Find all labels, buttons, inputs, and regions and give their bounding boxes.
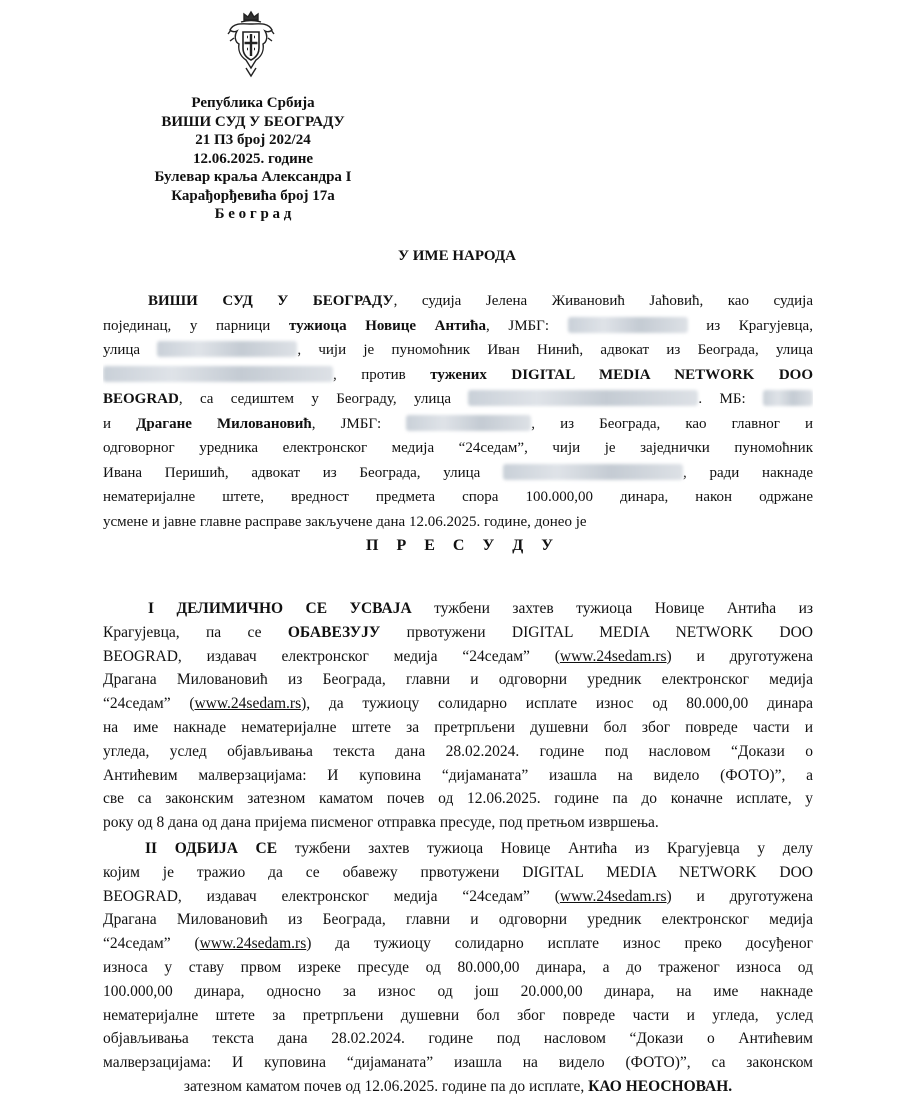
section2-text: ) да тужиоцу солидарно исплате износ преко досуђеног — [306, 935, 813, 953]
header-address-2: Карађорђевића број 17а — [171, 187, 335, 204]
intro-text: , против — [333, 366, 431, 383]
section1-heading: I ДЕЛИМИЧНО СЕ УСВАЈА — [148, 600, 412, 617]
section1-text: првотужени DIGITAL MEDIA NETWORK DOO — [380, 623, 813, 641]
section1-text: року од 8 дана од дана пријема писменог отправка пресуде, под претњом извршења. — [103, 814, 659, 832]
section1-text: Антићевим малверзацијама: И куповина “дијаманата” изашла на видело (ФОТО)”, а — [103, 766, 813, 784]
court-header — [98, 94, 408, 224]
header-date: 12.06.2025. године — [192, 150, 314, 167]
section2-text: ) и друготужена — [666, 887, 813, 905]
section2-text: којим је тражио да се обавежу првотужени DIGITAL MEDIA NETWORK DOO — [103, 863, 813, 881]
intro-text: , ЈМБГ: — [485, 317, 568, 334]
header-city: Б е о г р а д — [214, 206, 292, 222]
website-link[interactable]: www.24sedam.rs — [199, 935, 307, 953]
intro-text: нематеријалне штете, вредност предмета спора 100.000,00 динара, након одржане — [103, 489, 813, 505]
section2-text: износа у ставу првом изреке пресуде од 80.000,00 динара, а до траженог износа од — [103, 958, 813, 976]
redacted-field — [103, 366, 333, 382]
verdict-section-1 — [103, 597, 813, 835]
section2-text: нематеријалне штете за претрпљени душевни бол због повреде части и угледа, услед — [103, 1006, 813, 1024]
header-address-1: Булевар краља Александра I — [154, 169, 352, 185]
section1-text: тужбени захтев тужиоца Новице Антића из — [411, 600, 813, 617]
redacted-field — [468, 390, 698, 406]
section1-text: ) и друготужена — [666, 647, 813, 665]
intro-text: Ивана Перишић, адвокат из Београда, улица — [103, 464, 504, 481]
intro-text: усмене и јавне главне расправе закључене дана 12.06.2025. године, донео је — [103, 513, 587, 530]
section1-text: ), да тужиоцу солидарно исплате износ од 80.000,00 динара — [301, 695, 813, 713]
intro-text: одговорног уредника електронског медија “24седам”, чији је заједнички пуномоћник — [103, 440, 813, 456]
redacted-field — [503, 464, 683, 480]
verdict-section-2 — [103, 837, 813, 1099]
intro-defendants: тужених DIGITAL MEDIA NETWORK DOO — [430, 366, 813, 383]
intro-plaintiff: тужиоца Новице Антића — [288, 317, 486, 334]
section2-text: 100.000,00 динара, односно за износ од још 20.000,00 динара, на име накнаде — [103, 982, 813, 1000]
intro-text: из Крагујевца, — [687, 317, 813, 334]
coat-of-arms-icon — [226, 10, 276, 80]
section1-text: Драгана Миловановић из Београда, главни и одговорни уредник електронског медија — [103, 671, 813, 689]
section2-text: Драгана Миловановић из Београда, главни и одговорни уредник електронског медија — [103, 911, 813, 929]
section2-heading: II ОДБИЈА СЕ — [145, 840, 278, 857]
website-link[interactable]: www.24sedam.rs — [559, 887, 667, 905]
section2-text: BEOGRAD, издавач електронског медија “24седам” ( — [103, 887, 560, 905]
section1-text: на име накнаде нематеријалне штете за претрпљени душевни бол због повреде части и — [103, 718, 813, 736]
section1-text: BEOGRAD, издавач електронског медија “24седам” ( — [103, 647, 560, 665]
redacted-field — [406, 415, 531, 431]
intro-court: ВИШИ СУД У БЕОГРАДУ — [148, 293, 394, 309]
intro-text: улица — [103, 342, 158, 358]
section1-text: угледа, услед објављивања текста дана 28.02.2024. године под насловом “Докази о — [103, 742, 813, 760]
section1-text: све са законским затезном каматом почев од 12.06.2025. године па до коначне исплате, у — [103, 790, 813, 808]
intro-text: , ЈМБГ: — [311, 415, 407, 432]
redacted-field — [568, 317, 688, 333]
title-in-the-name-of-people: У ИМЕ НАРОДА — [398, 248, 516, 264]
section1-obliges: ОБАВЕЗУЈУ — [287, 623, 381, 641]
intro-text: и — [103, 415, 137, 432]
website-link[interactable]: www.24sedam.rs — [559, 647, 667, 665]
section2-text: “24седам” ( — [103, 935, 200, 953]
intro-text: , судија Јелена Живановић Јаћовић, као судија — [393, 293, 813, 309]
intro-defendant-2: Драгане Миловановић — [136, 415, 312, 432]
intro-text: , ради накнаде — [683, 464, 813, 481]
intro-text: , са седиштем у Београду, улица — [178, 391, 469, 407]
section2-text: затезном каматом почев од 12.06.2025. године па до исплате, — [183, 1077, 589, 1095]
intro-defendant-city: BEOGRAD — [103, 391, 179, 407]
header-court: ВИШИ СУД У БЕОГРАДУ — [161, 113, 345, 130]
intro-text: , из Београда, као главног и — [531, 415, 813, 432]
section1-text: “24седам” ( — [103, 695, 195, 713]
website-link[interactable]: www.24sedam.rs — [194, 695, 302, 713]
intro-paragraph — [103, 289, 813, 534]
section2-text: тужбени захтев тужиоца Новице Антића из Крагујевца у делу — [277, 840, 813, 857]
section2-text: објављивања текста дана 28.02.2024. године под насловом “Докази о Антићевим — [103, 1030, 813, 1048]
redacted-field — [157, 341, 297, 357]
section1-text: Крагујевца, па се — [103, 623, 288, 641]
intro-text: појединац, у парници — [103, 317, 289, 334]
header-country: Република Србија — [191, 95, 315, 111]
section2-text: малверзацијама: И куповина “дијаманата” изашла на видело (ФОТО)”, са законском — [103, 1054, 813, 1072]
intro-text: , чији је пуномоћник Иван Нинић, адвокат из Београда, улица — [297, 342, 813, 358]
title-verdict: П Р Е С У Д У — [366, 537, 560, 554]
intro-text: . МБ: — [698, 391, 763, 407]
section2-unfounded: КАО НЕОСНОВАН. — [588, 1077, 733, 1095]
header-case-number: 21 П3 број 202/24 — [195, 132, 311, 148]
redacted-field — [763, 390, 813, 406]
